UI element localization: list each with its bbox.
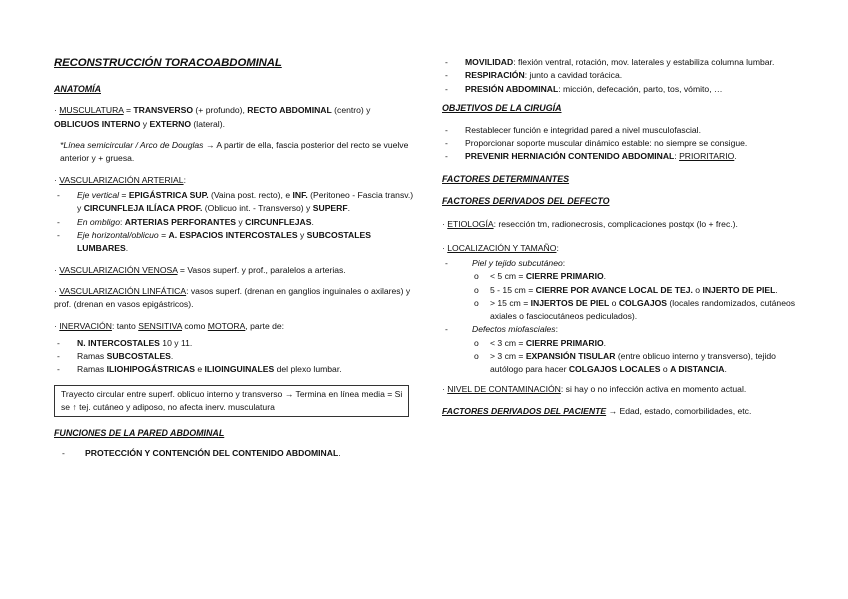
list-item: - Defectos miofasciales: o < 3 cm = CIERRE PRIMARIO. o > 3 cm = EXPANSIÓN TISULAR (entre oblicuo interno y transverso), tejido autólogo para hacer COLGAJOS LOCALES o A DISTANCIA. (442, 323, 802, 376)
list-item: o < 5 cm = CIERRE PRIMARIO. (442, 270, 802, 283)
list-item: o < 3 cm = CIERRE PRIMARIO. (442, 337, 802, 350)
list-item: - MOVILIDAD: flexión ventral, rotación, mov. laterales y estabiliza columna lumbar. (442, 56, 802, 69)
vasc-arterial-heading: · VASCULARIZACIÓN ARTERIAL: (54, 174, 186, 185)
vasc-linfatica-paragraph: · VASCULARIZACIÓN LINFÁTICA: vasos superf. (drenan en ganglios inguinales o axilares) y prof. (drenan en vasos epigástricos). (54, 285, 411, 310)
list-item: - Eje vertical = EPIGÁSTRICA SUP. (Vaina post. recto), e INF. (Peritoneo - Fascia transv.) y CIRCUNFLEJA ILÍACA PROF. (Oblicuo int. - Transverso) y SUPERF. (54, 189, 414, 216)
list-item: - PREVENIR HERNIACIÓN CONTENIDO ABDOMINAL: PRIORITARIO. (442, 150, 802, 163)
list-item: o > 3 cm = EXPANSIÓN TISULAR (entre oblicuo interno y transverso), tejido autólogo para hacer COLGAJOS LOCALES o A DISTANCIA. (442, 350, 802, 377)
list-item: - En ombligo: ARTERIAS PERFORANTES y CIRCUNFLEJAS. (54, 216, 414, 229)
piel-sublist (442, 270, 802, 323)
factores-heading: FACTORES DETERMINANTES (442, 173, 570, 184)
list-item: - RESPIRACIÓN: junto a cavidad torácica. (442, 69, 802, 82)
trayecto-note-box: Trayecto circular entre superf. oblicuo interno y transverso → Termina en línea media = Si se ↑ tej. cutáneo y adiposo, no afecta inerv. musculatura (54, 385, 409, 418)
list-item: - Piel y tejido subcutáneo: o < 5 cm = CIERRE PRIMARIO. o 5 - 15 cm = CIERRE POR AVANCE LOCAL DE TEJ. o INJERTO DE PIEL. o > 15 cm = INJERTOS DE PIEL o COLGAJOS (locales randomizados, cutáneos axiales o fasciocutáneos pediculados). (442, 257, 802, 324)
miofascial-sublist (442, 337, 802, 377)
linea-semicircular-note: *Línea semicircular / Arco de Douglas → A partir de ella, fascia posterior del recto se vuelve anterior y + gruesa. (60, 140, 409, 164)
funciones-heading: FUNCIONES DE LA PARED ABDOMINAL (54, 428, 225, 439)
list-item: - Restablecer función e integridad pared a nivel musculofascial. (442, 124, 802, 137)
list-item: o 5 - 15 cm = CIERRE POR AVANCE LOCAL DE TEJ. o INJERTO DE PIEL. (442, 284, 802, 297)
list-item: - N. INTERCOSTALES 10 y 11. (54, 337, 414, 350)
left-column (54, 55, 414, 469)
funciones-list-right (442, 56, 802, 96)
inervacion-list (54, 337, 414, 377)
etiologia-paragraph: · ETIOLOGÍA: resección tm, radionecrosis, complicaciones postqx (lo + frec.). (442, 219, 738, 230)
inervacion-heading: · INERVACIÓN: tanto SENSITIVA como MOTORA, parte de: (54, 320, 285, 331)
list-item: - Ramas ILIOHIPOGÁSTRICAS e ILIOINGUINALES del plexo lumbar. (54, 363, 414, 376)
document-title: RECONSTRUCCIÓN TORACOABDOMINAL (54, 57, 282, 69)
factores-defecto-heading: FACTORES DERIVADOS DEL DEFECTO (442, 196, 610, 207)
list-item: o > 15 cm = INJERTOS DE PIEL o COLGAJOS (locales randomizados, cutáneos axiales o fasciocutáneos pediculados). (442, 297, 802, 324)
list-item: - Ramas SUBCOSTALES. (54, 350, 414, 363)
list-item: - Proporcionar soporte muscular dinámico estable: no siempre se consigue. (442, 137, 802, 150)
paciente-paragraph: FACTORES DERIVADOS DEL PACIENTE → Edad, estado, comorbilidades, etc. (442, 406, 752, 417)
funciones-list-left (54, 447, 414, 460)
right-column (442, 56, 802, 426)
musculatura-paragraph: · MUSCULATURA = TRANSVERSO (+ profundo), RECTO ABDOMINAL (centro) y OBLICUOS INTERNO y EXTERNO (lateral). (54, 105, 371, 129)
list-item: - Eje horizontal/oblicuo = A. ESPACIOS INTERCOSTALES y SUBCOSTALES LUMBARES. (54, 229, 414, 256)
contaminacion-paragraph: · NIVEL DE CONTAMINACIÓN: si hay o no infección activa en momento actual. (442, 383, 747, 394)
localizacion-list (442, 257, 802, 377)
anatomia-heading: ANATOMÍA (54, 83, 101, 94)
objetivos-list (442, 124, 802, 164)
vasc-venosa-paragraph: · VASCULARIZACIÓN VENOSA = Vasos superf. y prof., paralelos a arterias. (54, 264, 346, 275)
localizacion-heading: · LOCALIZACIÓN Y TAMAÑO: (442, 242, 559, 253)
objetivos-heading: OBJETIVOS DE LA CIRUGÍA (442, 102, 562, 113)
vasc-arterial-list (54, 189, 414, 256)
list-item: - PROTECCIÓN Y CONTENCIÓN DEL CONTENIDO ABDOMINAL. (54, 447, 414, 460)
list-item: - PRESIÓN ABDOMINAL: micción, defecación, parto, tos, vómito, … (442, 83, 802, 96)
